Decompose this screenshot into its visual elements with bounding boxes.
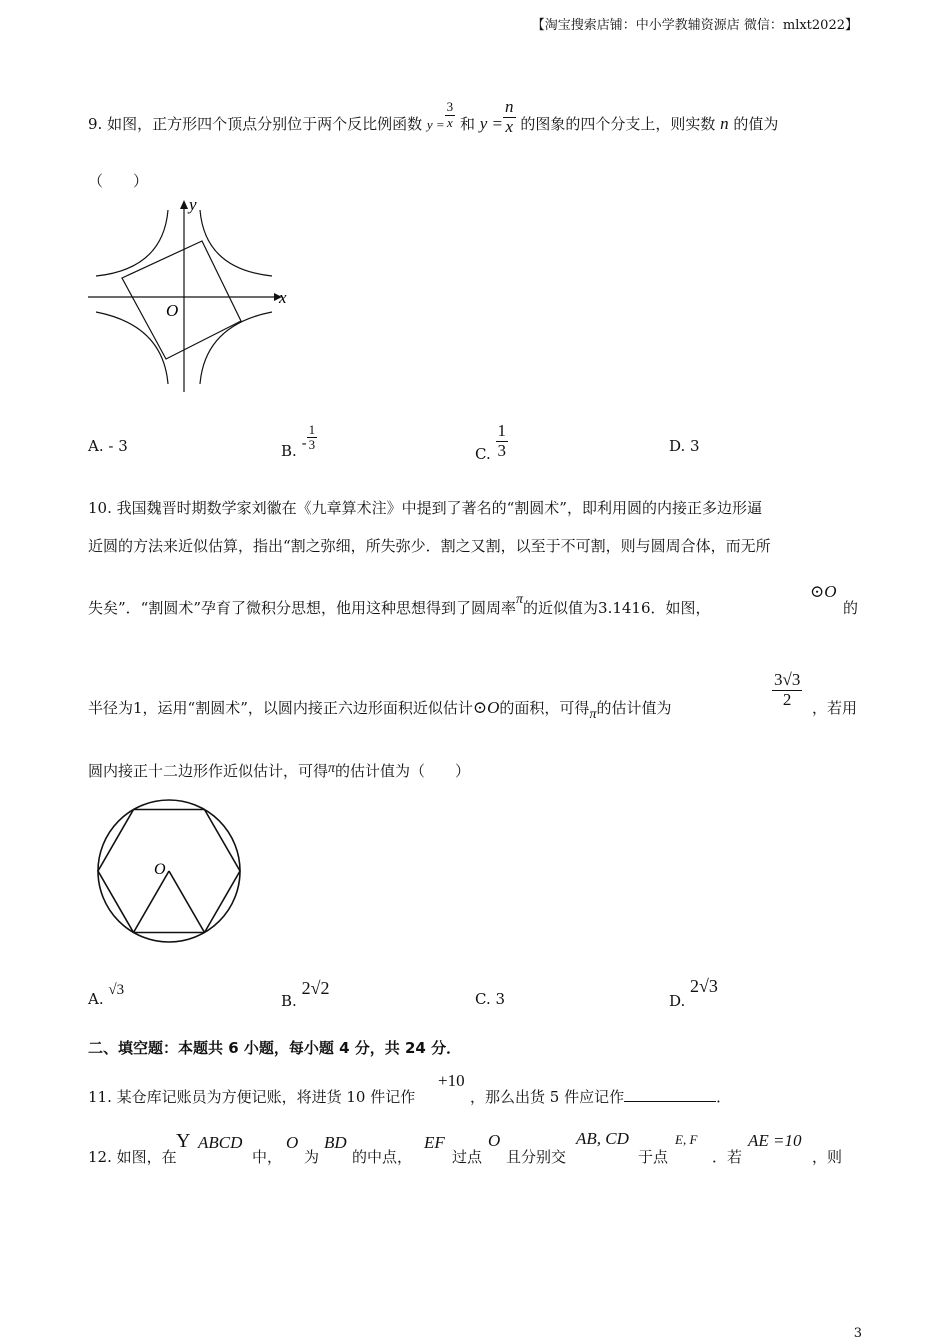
radius-right — [169, 871, 205, 933]
q10-line-4-end: ，若用 — [812, 699, 858, 717]
q9-f1-frac: $\frac{3}{x}$ — [446, 99, 454, 130]
q9-text-a: 9. 如图，正方形四个顶点分别位于两个反比例函数 — [88, 115, 423, 134]
fig-y-label: y — [189, 195, 197, 214]
q10-option-c[interactable]: C. 3 — [475, 990, 506, 1008]
q12-t5: 且分别交 — [506, 1148, 567, 1166]
q12-e-f: E, F — [675, 1132, 698, 1147]
q12-o: O — [286, 1133, 299, 1152]
q9-option-b[interactable]: B. - $\frac{1}{3}$ — [281, 422, 316, 460]
q9-text-b: 的图象的四个分支上，则实数 — [520, 115, 716, 134]
pi-symbol: π — [516, 592, 524, 607]
q12-stem: 12. 如图，在 — [88, 1148, 177, 1166]
q10-line-1: 10. 我国魏晋时期数学家刘徽在《九章算术注》中提到了著名的“割圆术”，即利用圆的内接正多边形逼 — [88, 499, 762, 517]
q12-t4: 过点 — [452, 1148, 483, 1166]
fig-x-label: x — [279, 288, 287, 307]
q12-bd: BD — [324, 1133, 347, 1152]
q12-ab-cd: AB, CD — [576, 1129, 629, 1148]
q10-estimate-fraction: $\frac{3√3}{2}$ — [774, 670, 801, 709]
q9-option-d[interactable]: D. 3 — [669, 437, 700, 455]
page-header: 【淘宝搜索店铺：中小学教辅资源店 微信：mlxt2022】 — [531, 18, 858, 33]
q12-t8: ，则 — [812, 1148, 843, 1166]
q12-t7: ．若 — [712, 1148, 743, 1166]
q12-ae: AE =10 — [748, 1131, 802, 1150]
q9-f2-frac: $\frac{n}{x}$ — [505, 97, 514, 136]
q9-f1-lhs: y = — [426, 117, 445, 133]
q9-figure — [86, 195, 296, 395]
q9-paren: （ ） — [88, 172, 149, 190]
q9-option-a[interactable]: A. - 3 — [88, 437, 128, 455]
fig-origin-label: O — [166, 301, 179, 320]
q11-stem-b: ，那么出货 5 件应记作 ． — [470, 1088, 732, 1106]
page-number: 3 — [853, 1326, 862, 1341]
section-2-title: 二、填空题：本题共 6 小题，每小题 4 分，共 24 分． — [88, 1039, 462, 1057]
parallelogram-symbol: Y — [176, 1130, 191, 1152]
q9-and: 和 — [459, 115, 475, 134]
hyperbola-q3 — [96, 312, 168, 384]
q12-t3: 的中点， — [352, 1148, 413, 1166]
q10-line-4: 半径为1，运用“割圆术”，以圆内接正六边形面积近似估计⊙O的面积，可得π的估计值为 — [88, 698, 672, 722]
q10-option-b[interactable]: B. 2√2 — [281, 978, 330, 1010]
hyperbola-q1 — [200, 210, 272, 276]
q9-stem — [88, 97, 779, 144]
q9-option-c[interactable]: C. $\frac{1}{3}$ — [475, 421, 506, 464]
q12-t2: 为 — [304, 1148, 320, 1166]
answer-blank[interactable] — [624, 1089, 716, 1102]
q10-line-3: 失矣”．“割圆术”孕育了微积分思想，他用这种思想得到了圆周率π的近似值为3.1416．如图， — [88, 592, 711, 617]
hyperbola-q4 — [200, 312, 272, 384]
q9-var-n: n — [720, 114, 729, 134]
q10-line-5: 圆内接正十二边形作近似估计，可得π的估计值为（ ） — [88, 761, 471, 780]
q10-option-d[interactable]: D. 2√3 — [669, 976, 718, 1010]
radius-left — [134, 871, 170, 933]
q10-line-3-end: 的 — [843, 599, 859, 617]
q9-f2-lhs: y = — [479, 114, 504, 134]
q10-circle-o-symbol: ⊙O — [810, 582, 837, 601]
q10-figure — [96, 797, 246, 947]
q12-t1: 中， — [252, 1148, 283, 1166]
q12-o2: O — [488, 1131, 501, 1150]
q12-abcd: ABCD — [198, 1133, 243, 1152]
q12-t6: 于点 — [638, 1148, 669, 1166]
circle-o-inline: ⊙O — [472, 698, 500, 717]
q10-option-a[interactable]: A. √3 — [88, 982, 125, 1008]
y-axis-arrow — [180, 200, 188, 209]
fig-center-label: O — [154, 861, 166, 878]
q11-stem: 11. 某仓库记账员为方便记账，将进货 10 件记作 — [88, 1088, 416, 1106]
hyperbola-q2 — [96, 210, 168, 276]
q12-ef: EF — [424, 1133, 445, 1152]
q11-value: +10 — [438, 1071, 465, 1090]
q10-line-2: 近圆的方法来近似估算，指出“割之弥细，所失弥少．割之又割，以至于不可割，则与圆周合体，而无所 — [88, 537, 771, 555]
q9-text-c: 的值为 — [733, 115, 779, 134]
